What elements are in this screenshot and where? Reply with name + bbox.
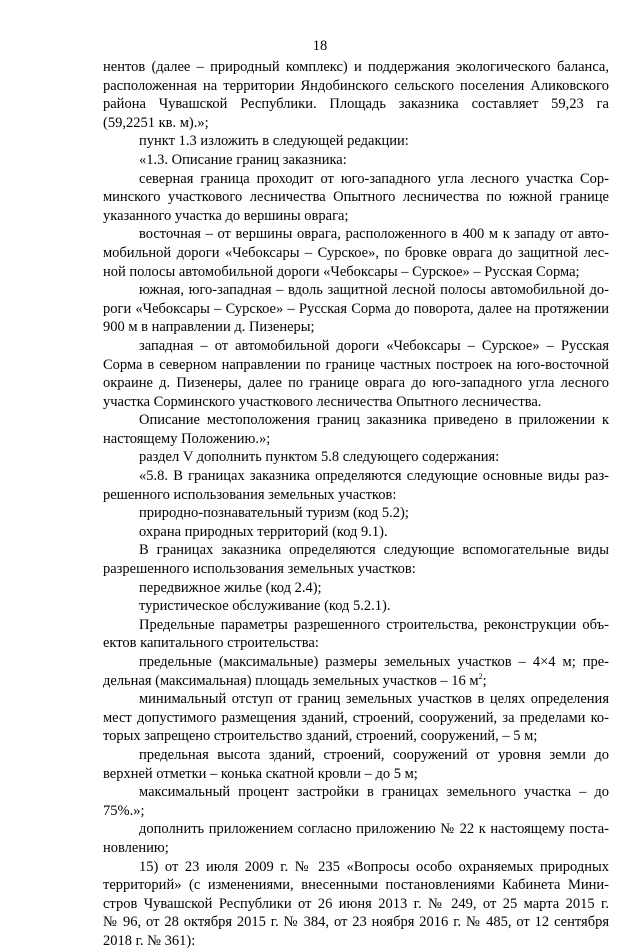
paragraph xyxy=(103,616,609,653)
text-line: предельная высота зданий, строений, сооружений от уровня земли до xyxy=(139,746,609,763)
text-line: максимальный процент застройки в границах земельного участка – до xyxy=(139,784,609,801)
text-line: мобильной дороги «Чебоксары – Сурское», по бровке оврага до защитной лес- xyxy=(103,244,609,261)
text-line: минимальный отступ от границ земельных участков в целях определения xyxy=(139,691,609,708)
text-line: разрешенного использования земельных участков: xyxy=(103,561,416,578)
paragraph xyxy=(103,132,609,151)
text-line: 2018 г. № 361): xyxy=(103,932,196,949)
text-line: стров Чувашской Республики от 26 июня 2013 г. № 249, от 25 марта 2015 г. xyxy=(103,895,609,912)
text-line: 15) от 23 июля 2009 г. № 235 «Вопросы особо охраняемых природных xyxy=(139,858,609,875)
text-line: В границах заказника определяются следующие вспомогательные виды xyxy=(139,542,609,559)
text-line: территорий» (с изменениями, внесенными постановлениями Кабинета Мини- xyxy=(103,877,609,894)
paragraph xyxy=(103,858,609,951)
text-line: предельные (максимальные) размеры земельных участков – 4×4 м; пре- xyxy=(139,654,609,670)
paragraph xyxy=(103,783,609,820)
paragraph xyxy=(103,541,609,578)
text-line: (59,2251 кв. м).»; xyxy=(103,114,209,131)
text-line: нентов (далее – природный комплекс) и поддержания экологического баланса, xyxy=(103,59,609,75)
text-line: охрана природных территорий (код 9.1). xyxy=(139,523,388,540)
text-line: Предельные параметры разрешенного строительства, реконструкции объ- xyxy=(139,616,609,633)
paragraph xyxy=(103,411,609,448)
text-line: 75%.»; xyxy=(103,802,145,819)
paragraph xyxy=(103,151,609,170)
text-line: новлению; xyxy=(103,839,169,856)
paragraph xyxy=(103,58,609,132)
text-line: природно-познавательный туризм (код 5.2); xyxy=(139,505,409,522)
text-line: северная граница проходит от юго-западного угла лесного участка Сор- xyxy=(139,170,609,187)
paragraph xyxy=(103,523,609,542)
text-line: указанного участка до вершины оврага; xyxy=(103,207,349,224)
text-line: Описание местоположения границ заказника приведено в приложении к xyxy=(139,412,609,429)
document-body xyxy=(103,58,609,951)
text-line: торых запрещено строительство зданий, строений, сооружений, – 5 м; xyxy=(103,728,538,745)
paragraph xyxy=(103,579,609,598)
page-number: 18 xyxy=(312,38,328,54)
text-line: расположенная на территории Яндобинского сельского поселения Аликовского xyxy=(103,77,609,94)
text-line: восточная – от вершины оврага, расположенного в 400 м к западу от авто- xyxy=(139,226,609,243)
text-line: дельная (максимальная) площадь земельных участков – 16 $м^2$; xyxy=(103,671,487,689)
text-line: участка Сорминского участкового лесничества Опытного лесничества. xyxy=(103,393,542,410)
text-line: настоящему Положению.»; xyxy=(103,430,271,447)
superscript: 2 xyxy=(478,671,483,681)
text-line: минского участкового лесничества Опытного лесничества по южной границе xyxy=(103,189,609,206)
paragraph xyxy=(103,504,609,523)
text-line: ектов капитального строительства: xyxy=(103,635,319,652)
paragraph xyxy=(103,690,609,746)
text-line: 900 м в направлении д. Пизенеры; xyxy=(103,319,315,336)
paragraph xyxy=(103,337,609,411)
text-line: западная – от автомобильной дороги «Чебоксары – Сурское» – Русская xyxy=(139,337,609,354)
text-line: роги «Чебоксары – Сурское» – Русская Сорма до поворота, далее на протяжении xyxy=(103,300,609,317)
text-line: передвижное жилье (код 2.4); xyxy=(139,579,322,596)
paragraph xyxy=(103,448,609,467)
paragraph xyxy=(103,467,609,504)
paragraph xyxy=(103,225,609,281)
text-line: № 96, от 28 октября 2015 г. № 384, от 23 ноября 2016 г. № 485, от 12 сентября xyxy=(103,914,609,931)
text-tail: ; xyxy=(482,672,487,689)
text-line: решенного использования земельных участков: xyxy=(103,486,397,503)
text-line: Сорма в северном направлении по границе частных построек на юго-восточной xyxy=(103,356,609,373)
text-line: верхней отметки – конька скатной кровли – до 5 м; xyxy=(103,765,418,782)
paragraph xyxy=(103,653,609,690)
text-line: южная, юго-западная – вдоль защитной лесной полосы автомобильной до- xyxy=(139,282,609,299)
text-line: туристическое обслуживание (код 5.2.1). xyxy=(139,598,391,615)
text-line: дополнить приложением согласно приложению № 22 к настоящему поста- xyxy=(139,821,609,838)
paragraph xyxy=(103,820,609,857)
paragraph xyxy=(103,597,609,616)
text-line: «1.3. Описание границ заказника: xyxy=(139,151,347,168)
text-line: раздел V дополнить пунктом 5.8 следующего содержания: xyxy=(139,449,500,466)
paragraph xyxy=(103,281,609,337)
text-line: «5.8. В границах заказника определяются следующие основные виды раз- xyxy=(139,468,609,485)
text-line: окраине д. Пизенеры, далее по границе оврага до юго-западного угла лесного xyxy=(103,375,609,392)
text-line: района Чувашской Республики. Площадь заказника составляет 59,23 га xyxy=(103,96,609,113)
text-line: мест допустимого размещения зданий, строений, сооружений, за пределами ко- xyxy=(103,709,609,726)
text-line: пункт 1.3 изложить в следующей редакции: xyxy=(139,133,409,150)
paragraph xyxy=(103,170,609,226)
text-line: ной полосы автомобильной дороги «Чебоксары – Сурское» – Русская Сорма; xyxy=(103,263,580,280)
paragraph xyxy=(103,746,609,783)
